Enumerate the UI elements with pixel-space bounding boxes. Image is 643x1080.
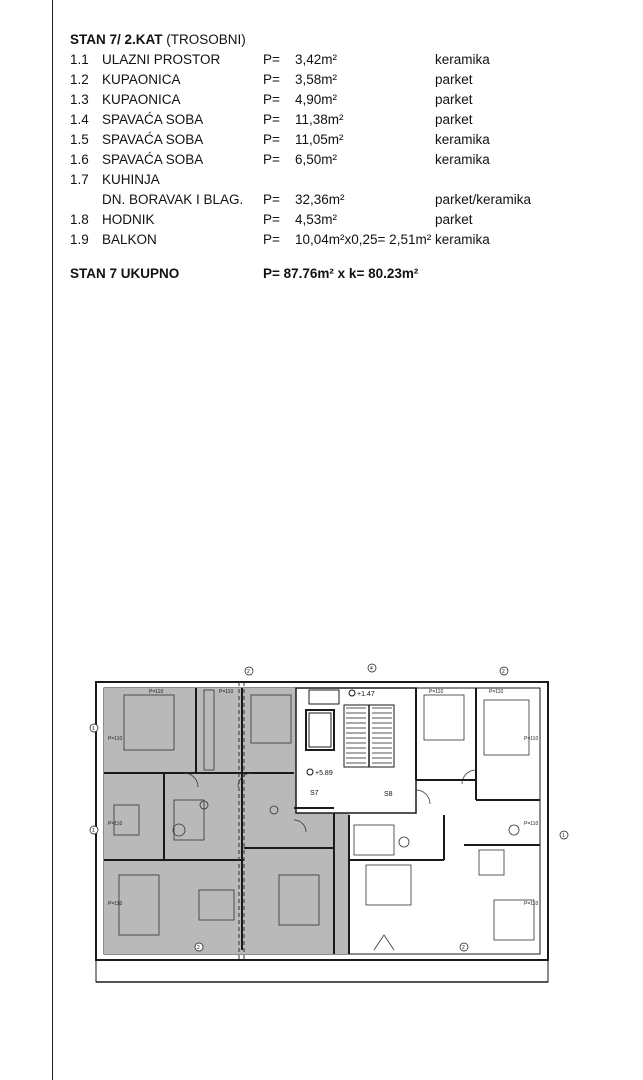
row-number: 1.6	[70, 152, 89, 167]
axis-bubble-top: 2	[247, 669, 250, 675]
room-name: KUHINJA	[102, 172, 160, 187]
spec-title-bold: STAN 7/ 2.KAT	[70, 32, 163, 47]
spec-row	[70, 172, 630, 192]
balcony-band	[96, 960, 548, 982]
room-area: 3,42m²	[295, 52, 338, 67]
floor-plan	[84, 660, 574, 995]
floor-finish: keramika	[435, 52, 490, 67]
axis-bubble-left: 1	[92, 726, 95, 732]
room-label-4: P=110	[489, 689, 504, 695]
floor-finish: keramika	[435, 232, 490, 247]
room-area: 32,36m²	[295, 192, 345, 207]
room-name: BALKON	[102, 232, 157, 247]
axis-bubble-right: 1	[562, 833, 565, 839]
room-label-5: P=110	[108, 736, 123, 742]
row-number: 1.2	[70, 72, 89, 87]
axis-bubble-left-2: 1	[92, 828, 95, 834]
room-label-8: P=110	[524, 736, 539, 742]
tag-s7: S7	[310, 790, 319, 797]
room-name: SPAVAĆA SOBA	[102, 152, 204, 167]
total-value: P= 87.76m² x k= 80.23m²	[263, 266, 419, 281]
room-area: 3,58m²	[295, 72, 338, 87]
room-name: KUPAONICA	[102, 72, 181, 87]
floor-finish: parket	[435, 212, 473, 227]
total-label: STAN 7 UKUPNO	[70, 266, 180, 281]
room-name: DN. BORAVAK I BLAG.	[102, 192, 244, 207]
tag-s8: S8	[384, 791, 393, 798]
room-name: SPAVAĆA SOBA	[102, 132, 204, 147]
row-number: 1.5	[70, 132, 89, 147]
spec-row	[70, 152, 630, 172]
area-specification	[70, 32, 630, 286]
row-number: 1.3	[70, 92, 89, 107]
room-area: 11,05m²	[295, 132, 344, 147]
row-number: 1.8	[70, 212, 89, 227]
room-label-3: P=110	[429, 689, 444, 695]
spec-total	[70, 266, 630, 286]
spec-row	[70, 72, 630, 92]
room-area: 4,53m²	[295, 212, 338, 227]
room-name: ULAZNI PROSTOR	[102, 52, 221, 67]
room-label-6: P=110	[108, 821, 123, 827]
floor-finish: keramika	[435, 152, 490, 167]
floor-finish: parket/keramika	[435, 192, 532, 207]
spec-row	[70, 232, 630, 252]
room-name: SPAVAĆA SOBA	[102, 112, 204, 127]
room-label-1: P=110	[149, 689, 164, 695]
area-prefix: P=	[263, 72, 280, 87]
row-number: 1.9	[70, 232, 89, 247]
row-number: 1.4	[70, 112, 89, 127]
axis-bubble-bottom: 2	[197, 945, 200, 951]
spec-row	[70, 132, 630, 152]
floor-finish: keramika	[435, 132, 490, 147]
room-area: 4,90m²	[295, 92, 338, 107]
room-name: KUPAONICA	[102, 92, 181, 107]
room-label-10: P=110	[524, 901, 539, 907]
spec-rows	[70, 52, 630, 252]
area-prefix: P=	[263, 232, 280, 247]
area-prefix: P=	[263, 152, 280, 167]
row-number: 1.7	[70, 172, 89, 187]
spec-row	[70, 192, 630, 212]
axis-bubble-top-2: 4	[370, 666, 373, 672]
room-name: HODNIK	[102, 212, 155, 227]
spec-row	[70, 212, 630, 232]
level-top: +1.47	[357, 691, 375, 698]
room-area: 10,04m²x0,25= 2,51m²	[295, 232, 432, 247]
row-number: 1.1	[70, 52, 89, 67]
floor-finish: parket	[435, 92, 473, 107]
spec-row	[70, 52, 630, 72]
room-label-7: P=110	[108, 901, 123, 907]
room-label-2: P=110	[219, 689, 234, 695]
room-area: 11,38m²	[295, 112, 344, 127]
floor-finish: parket	[435, 112, 473, 127]
area-prefix: P=	[263, 212, 280, 227]
level-mid: +5.89	[315, 770, 333, 777]
axis-bubble-bottom-2: 2	[462, 945, 465, 951]
area-prefix: P=	[263, 192, 280, 207]
spec-title	[70, 32, 630, 50]
spec-row	[70, 112, 630, 132]
room-label-9: P=110	[524, 821, 539, 827]
floor-finish: parket	[435, 72, 473, 87]
area-prefix: P=	[263, 92, 280, 107]
area-prefix: P=	[263, 52, 280, 67]
axis-bubble-top-3: 2	[502, 669, 505, 675]
area-prefix: P=	[263, 132, 280, 147]
room-area: 6,50m²	[295, 152, 338, 167]
spec-title-rest: (TROSOBNI)	[162, 32, 246, 47]
area-prefix: P=	[263, 112, 280, 127]
spec-row	[70, 92, 630, 112]
